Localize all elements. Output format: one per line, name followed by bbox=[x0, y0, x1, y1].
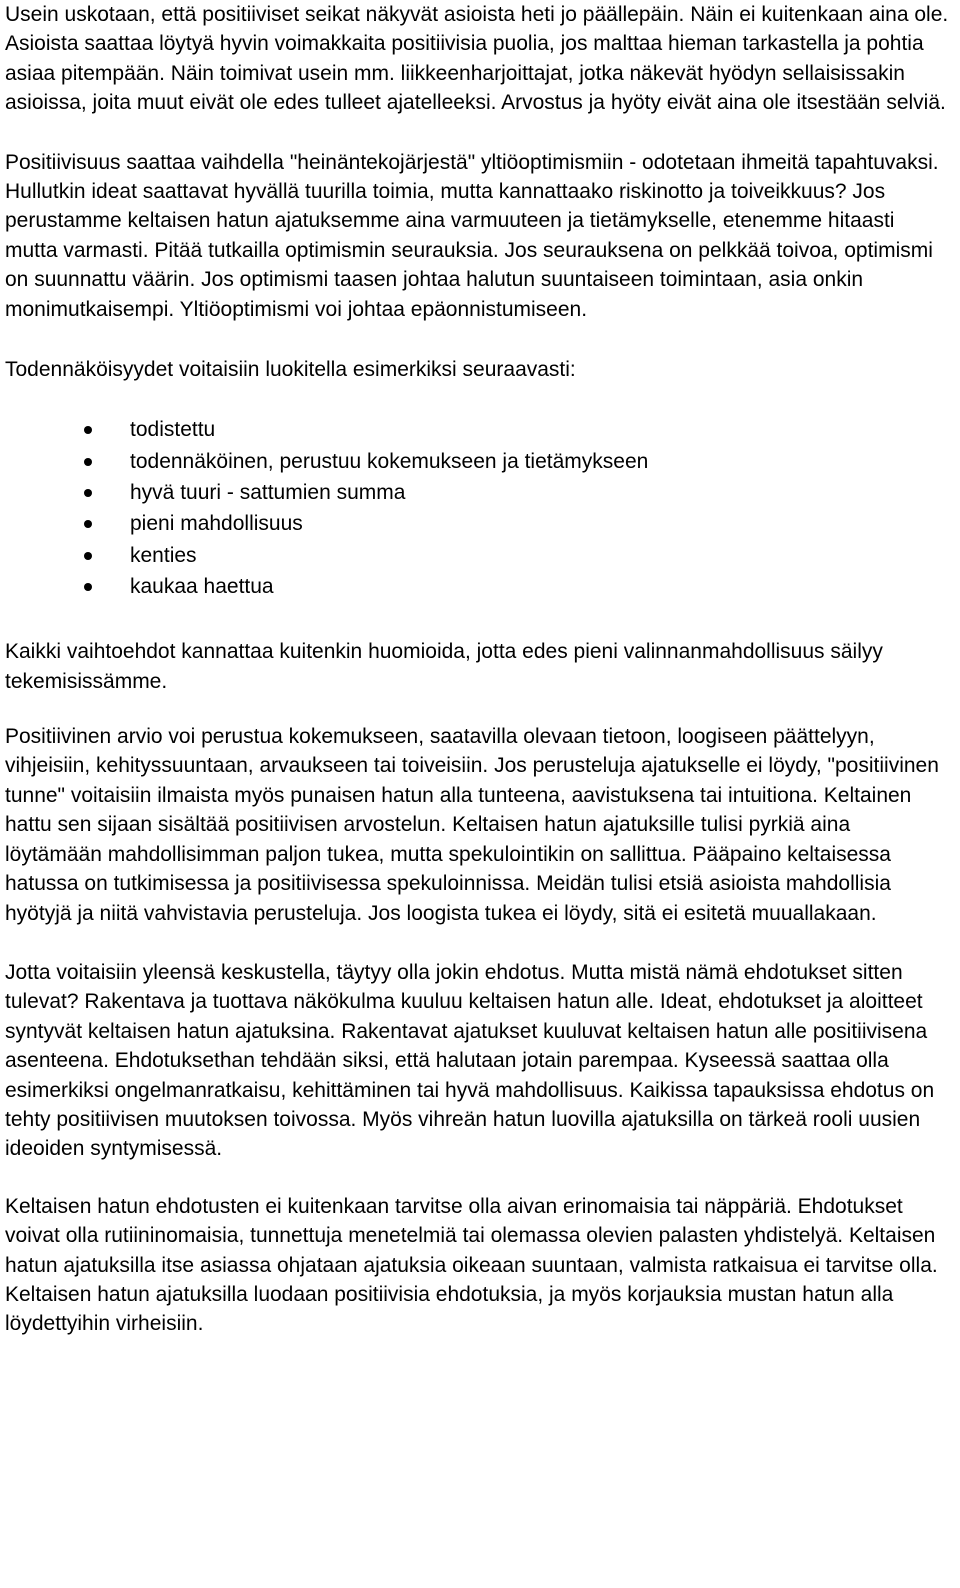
bullet-icon bbox=[84, 489, 92, 497]
list-item-text: todennäköinen, perustuu kokemukseen ja tietämykseen bbox=[130, 449, 649, 473]
paragraph-spacer bbox=[5, 696, 951, 722]
bullet-icon bbox=[84, 552, 92, 560]
list-item bbox=[5, 540, 951, 571]
paragraph-proposals: Jotta voitaisiin yleensä keskustella, täytyy olla jokin ehdotus. Mutta mistä nämä ehdotukset sitten tulevat? Rakentava ja tuottava näkökulma kuuluu keltaisen hatun alle. Ideat, ehdotukset ja aloitteet syntyvät keltaisen hatun ajatuksina. Rakentavat ajatukset kuuluvat keltaisen hatun alle positiivisena asenteena. Ehdotuksethan tehdään siksi, että halutaan jotain parempaa. Kyseessä saattaa olla esimerkiksi ongelmanratkaisu, kehittäminen tai hyvä mahdollisuus. Kaikissa tapauksissa ehdotus on tehty positiivisen muutoksen toivossa. Myös vihreän hatun luovilla ajatuksilla on tärkeä rooli uusien ideoiden syntymisessä. bbox=[5, 960, 935, 1161]
list-item-text: hyvä tuuri - sattumien summa bbox=[130, 481, 406, 505]
list-item bbox=[5, 414, 951, 445]
list-item-text: kenties bbox=[130, 543, 197, 567]
bullet-icon bbox=[84, 426, 92, 434]
bullet-icon bbox=[84, 583, 92, 591]
bullet-icon bbox=[84, 458, 92, 466]
paragraph-probability-intro: Todennäköisyydet voitaisiin luokitella esimerkiksi seuraavasti: bbox=[5, 358, 576, 382]
list-item bbox=[5, 508, 951, 539]
list-item bbox=[5, 446, 951, 477]
document-page bbox=[5, 0, 951, 1339]
list-item-text: kaukaa haettua bbox=[130, 574, 274, 598]
paragraph-spacer bbox=[5, 324, 951, 355]
paragraph-spacer bbox=[5, 928, 951, 958]
list-item-text: todistettu bbox=[130, 418, 216, 442]
probability-list bbox=[5, 414, 951, 602]
bullet-icon bbox=[84, 520, 92, 528]
paragraph-spacer bbox=[5, 602, 951, 637]
paragraph-positive-assessment: Positiivinen arvio voi perustua kokemukseen, saatavilla olevaan tietoon, loogiseen päättelyyn, vihjeisiin, kehityssuuntaan, arvaukseen tai toiveisiin. Jos perusteluja ajatukselle ei löydy, "positiivinen tunne" voitaisiin ilmaista myös punaisen hatun alla tunteena, aavistuksena tai intuitiona. Keltainen hattu sen sijaan sisältää positiivisen arvostelun. Keltaisen hatun ajatuksille tulisi pyrkiä aina löytämään mahdollisimman paljon tukea, mutta spekulointikin on sallittua. Pääpaino keltaisessa hatussa on tutkimisessa ja positiivisessa spekuloinnissa. Meidän tulisi etsiä asioista mahdollisia hyötyjä ja niitä vahvistavia perusteluja. Jos loogista tukea ei löydy, sitä ei esitetä muuallakaan. bbox=[5, 725, 939, 925]
paragraph-spacer bbox=[5, 384, 951, 414]
paragraph-yellow-hat-proposals: Keltaisen hatun ehdotusten ei kuitenkaan tarvitse olla aivan erinomaisia tai näppäriä. Ehdotukset voivat olla rutiininomaisia, tunnettuja menetelmiä tai olemassa olevien palasten yhdistelyä. Keltaisen hatun ajatuksilla itse asiassa ohjataan ajatuksia oikeaan suuntaan, valmista ratkaisua ei tarvitse olla. Keltaisen hatun ajatuksilla luodaan positiivisia ehdotuksia, ja myös korjauksia mustan hatun alla löydettyihin virheisiin. bbox=[5, 1194, 938, 1336]
list-item bbox=[5, 571, 951, 602]
paragraph-spacer bbox=[5, 118, 951, 148]
list-item-text: pieni mahdollisuus bbox=[130, 512, 303, 536]
paragraph-all-options: Kaikki vaihtoehdot kannattaa kuitenkin huomioida, jotta edes pieni valinnanmahdollisuus säilyy tekemisissämme. bbox=[5, 640, 883, 693]
paragraph-spacer bbox=[5, 1164, 951, 1192]
paragraph-intro: Usein uskotaan, että positiiviset seikat näkyvät asioista heti jo päällepäin. Näin ei kuitenkaan aina ole. Asioista saattaa löytyä hyvin voimakkaita positiivisia puolia, jos malttaa hieman tarkastella ja pohtia asiaa pitempään. Näin toimivat usein mm. liikkeenharjoittajat, jotka näkevät hyödyn sellaisissakin asioissa, joita muut eivät ole edes tulleet ajatelleeksi. Arvostus ja hyöty eivät aina ole itsestään selviä. bbox=[5, 3, 949, 115]
list-item bbox=[5, 477, 951, 508]
paragraph-optimism: Positiivisuus saattaa vaihdella "heinäntekojärjestä" yltiöoptimismiin - odotetaan ihmeitä tapahtuvaksi. Hullutkin ideat saattavat hyvällä tuurilla toimia, mutta kannattaako riskinotto ja toiveikkuus? Jos perustamme keltaisen hatun ajatuksemme aina varmuuteen ja tietämykselle, etenemme hitaasti mutta varmasti. Pitää tutkailla optimismin seurauksia. Jos seurauksena on pelkkää toivoa, optimismi on suunnattu väärin. Jos optimismi taasen johtaa halutun suuntaiseen toimintaan, asia onkin monimutkaisempi. Yltiöoptimismi voi johtaa epäonnistumiseen. bbox=[5, 150, 939, 321]
